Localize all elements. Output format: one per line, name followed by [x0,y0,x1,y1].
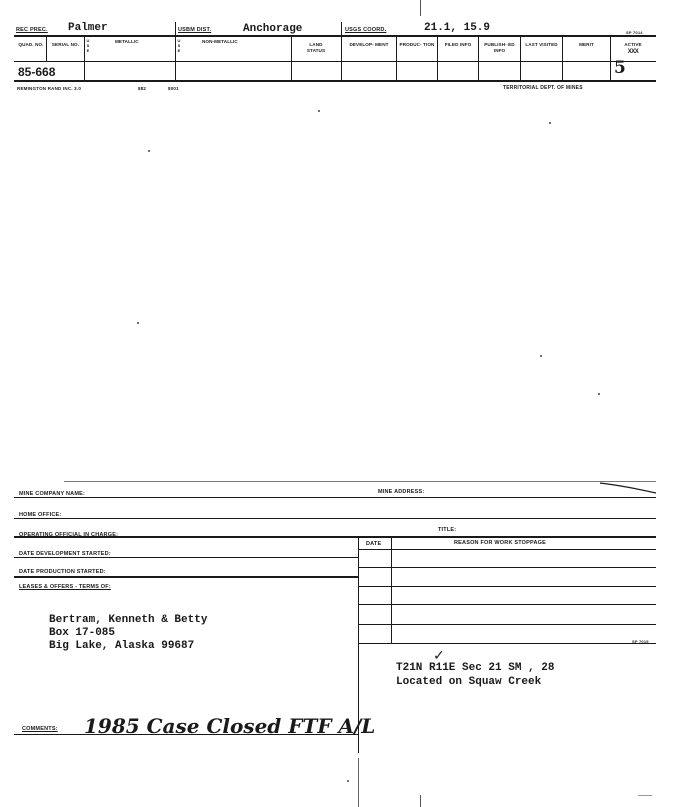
active-handwritten: 5 [614,58,626,78]
lower-center-divider-faint [358,758,359,807]
comments-handwritten: 1985 Case Closed FTF A/L [84,714,376,738]
reason-col-heading: REASON FOR WORK STOPPAGE [454,540,546,546]
col-divider [46,35,47,61]
date-col-heading: DATE [366,541,382,547]
active-mark: XXX [627,49,639,55]
scan-speck [540,355,542,357]
production-heading: PRODUC- TION [399,42,435,47]
scan-speck [549,122,551,124]
col-divider [84,35,85,80]
table-row-rule [358,624,656,625]
col-divider [396,35,397,80]
merit-heading: MERIT [579,42,594,47]
usbm-dist-value: Anchorage [243,23,303,35]
territorial-dept: TERRITORIAL DEPT. OF MINES [503,85,583,91]
active-heading: ACTIVE [624,42,642,47]
filed-info-heading: FILED INFO [444,42,472,47]
date-prod-started-label: DATE PRODUCTION STARTED: [19,569,106,575]
use-nonmetallic-heading: U S E [177,38,181,53]
col-divider [437,35,438,80]
col-divider [610,35,611,80]
quad-no-heading: QUAD. NO. [18,42,44,47]
printer-code-a: 882 [138,86,147,91]
table-row-rule [358,643,656,644]
use-metallic-heading: U S E [86,38,90,53]
development-heading: DEVELOP- MENT [349,42,389,47]
owner-city: Big Lake, Alaska 99687 [49,640,195,652]
rule-dev-started [14,557,358,558]
header-mid-rule [14,61,656,62]
usbm-dist-label: USBM DIST. [178,27,212,33]
header-top-rule [14,35,656,37]
form-code-bottom: SP 7015 [632,639,649,644]
scan-speck [148,150,150,152]
table-date-divider [391,536,392,644]
rule-table-head [358,549,656,550]
operating-official-label: OPERATING OFFICIAL IN CHARGE: [19,532,119,538]
table-row-rule [358,567,656,568]
location-creek: Located on Squaw Creek [396,676,542,688]
table-row-rule [358,586,656,587]
scan-speck [347,780,349,782]
usgs-coord-label: USGS COORD. [345,27,387,33]
comments-label: COMMENTS: [22,726,58,732]
non-metallic-heading: NON-METALLIC [202,39,238,44]
rule-prod-started [14,576,358,578]
usgs-coord-value: 21.1, 15.9 [424,22,491,34]
table-left-divider [358,536,359,644]
owner-box: Box 17-085 [49,627,116,639]
checkmark-icon: ✓ [433,647,445,663]
rec-prec-label: REC PREC. [16,27,48,33]
last-visited-heading: LAST VISITED [525,42,558,47]
col-divider [520,35,521,80]
rec-prec-value: Palmer [68,22,108,34]
col-divider [341,22,342,80]
col-divider [478,35,479,80]
scan-mark [420,795,421,807]
owner-name: Bertram, Kenneth & Betty [49,614,208,626]
table-row-rule [358,604,656,605]
rule-company [14,497,656,498]
header-bottom-rule [14,80,656,82]
scan-speck [598,393,600,395]
scan-mark [420,0,421,16]
mine-company-name-label: MINE COMPANY NAME: [19,491,86,497]
printer-imprint: REMINGTON RAND INC. 3.0 [17,86,82,91]
rule-home-office [14,518,656,519]
quad-serial-value: 85-668 [18,65,56,79]
published-info-heading: PUBLISH- ED INFO [484,42,515,53]
title-label: TITLE: [438,527,457,533]
home-office-label: HOME OFFICE: [19,512,62,518]
printer-code-b: 8001 [168,86,179,91]
scan-stroke [600,480,656,494]
form-code-top: SP 7014 [626,30,643,35]
rule-official [14,536,656,538]
date-dev-started-label: DATE DEVELOPMENT STARTED: [19,551,111,557]
location-legal: T21N R11E Sec 21 SM , 28 [396,662,555,674]
mine-address-label: MINE ADDRESS: [378,489,425,495]
scan-speck [318,110,320,112]
land-status-heading: LAND STATUS [306,42,326,53]
lower-top-faint-rule [64,481,656,482]
metallic-heading: METALLIC [115,39,139,44]
serial-no-heading: SERIAL NO. [51,42,80,47]
scan-speck [137,322,139,324]
scan-speck [638,795,652,796]
col-divider [175,22,176,80]
col-divider [562,35,563,80]
leases-offers-label: LEASES & OFFERS - TERMS OF: [19,584,111,590]
